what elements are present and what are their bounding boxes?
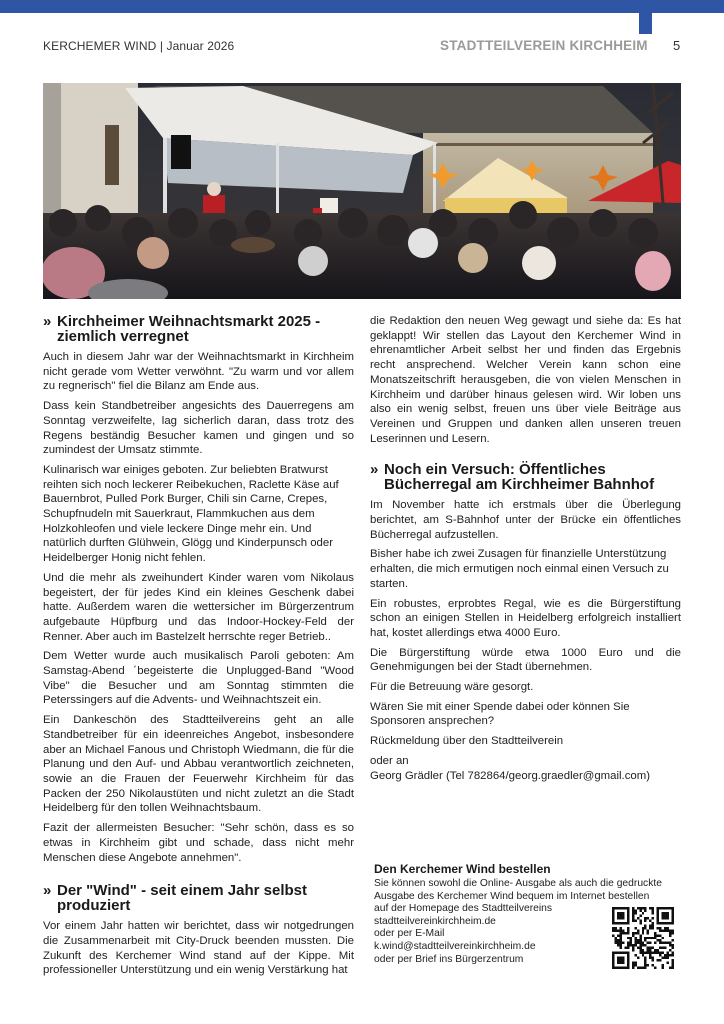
- top-accent-tab: [639, 13, 652, 34]
- order-line: auf der Homepage des Stadtteilvereins: [374, 903, 553, 915]
- raquo-bullet-icon: »: [43, 882, 52, 900]
- paragraph: Auch in diesem Jahr war der Weihnachtsmarkt in Kirchheim nicht gerade vom Wetter verwöhnt. "Zu warm und vor allem zu regnerisch" fiel die Bilanz am Ende aus.: [43, 351, 354, 393]
- article-title: » Kirchheimer Weihnachtsmarkt 2025 - ziemlich verregnet: [43, 313, 321, 345]
- paragraph: Rückmeldung über den Stadtteilverein: [370, 735, 564, 748]
- paragraph: Bisher habe ich zwei Zusagen für finanzielle Unterstützung erhalten, die mich ermutigen noch einmal einen Versuch zu starten.: [370, 548, 669, 590]
- paragraph: Vor einem Jahr hatten wir berichtet, dass wir notgedrungen die Zusammenarbeit mit City-Druck beenden mussten. Die Zukunft des Kerchemer Wind stand auf der Kippe. Mit professioneller Unterstützung und ein wenig Verstärkung hat: [43, 920, 354, 977]
- qr-code-icon[interactable]: [612, 907, 674, 969]
- paragraph: Die Bürgerstiftung würde etwa 1000 Euro und die Genehmigungen bei der Stadt übernehmen.: [370, 646, 681, 674]
- website-link[interactable]: stadtteilvereinkirchheim.de: [374, 915, 496, 927]
- paragraph: Im November hatte ich erstmals über die Überlegung berichtet, am S-Bahnhof unter der Brücke ein öffentliches Bücherregal aufzustellen.: [370, 499, 681, 541]
- order-line: oder per E-Mail: [374, 928, 445, 940]
- paragraph: Kulinarisch war einiges geboten. Zur beliebten Bratwurst reihten sich noch leckerer Reibekuchen, Raclette Käse auf Bauernbrot, Pulled Pork Burger, Chili sin Carne, Crepes, Schupfnudeln mit Sauerkraut, Flammkuchen aus dem Holzkohleofen und viele leckere Dinge mehr ein. Und natürlich durften Glühwein, Glögg und Kinderpunsch oder Heidelberger Honig nicht fehlen.: [43, 463, 339, 565]
- section-header: STADTTEILVEREIN KIRCHHEIM: [440, 38, 648, 53]
- paragraph: Für die Betreuung wäre gesorgt.: [370, 681, 534, 694]
- paragraph: Ein robustes, erprobtes Regal, wie es die Bürgerstiftung schon an einigen Stellen in Heidelberg erfolgreich installiert hat, kostet allerdings etwa 4000 Euro.: [370, 597, 681, 639]
- weihnachtsmarkt-photo: [43, 83, 681, 299]
- paragraph: Ein Dankeschön des Stadtteilvereins geht an alle Standbetreiber für ein ideenreiches Angebot, insbesondere aber an Michael Fanous und Christoph Wiedmann, die für die Planung und den Auf- und Abbau verantwortlich zeichneten, sowie an die Frauen der Feuerwehr Kirchheim für das Packen der 250 Nikolaustüten und nicht zuletzt an die Stadt Heidelberg für den tollen Weihnachtsbaum.: [43, 714, 354, 815]
- order-info-box: [374, 862, 694, 977]
- order-line: Ausgabe des Kerchemer Wind bequem im Internet bestellen: [374, 890, 650, 902]
- article-buecherregal: [370, 462, 681, 783]
- paragraph: Und die mehr als zweihundert Kinder waren vom Nikolaus begeistert, der für jedes Kind ein kleines Geschenk dabei hatte. Außerdem waren die wettersicher im Bürgerzentrum aufgebaute Hüpfburg und das Indoor-Hockey-Feld der Renner. Aber auch im Bastelzelt herrschte reger Betrieb..: [43, 571, 354, 643]
- contact-line: Georg Grädler (Tel 782864/georg.graedler@gmail.com): [370, 769, 651, 782]
- article-title: » Noch ein Versuch: Öffentliches Bücherregal am Kirchheimer Bahnhof: [370, 461, 655, 494]
- raquo-bullet-icon: »: [370, 461, 379, 479]
- article-weihnachtsmarkt: [43, 314, 354, 865]
- article-title: » Der "Wind" - seit einem Jahr selbst produziert: [43, 882, 307, 915]
- paragraph: Fazit der allermeisten Besucher: "Sehr schön, dass es so etwas in Kirchheim gibt und schade, dass nicht mehr Menschen diese Angebote annehmen".: [43, 822, 354, 864]
- page-number: 5: [673, 38, 681, 53]
- left-column: [43, 314, 354, 978]
- paragraph: Dass kein Standbetreiber angesichts des Dauerregens am Sonntag verzweifelte, lag sicherlich daran, dass trotz des Regens beständig Besucher kamen und gingen und so zumindest der Umsatz stimmte.: [43, 400, 354, 457]
- article-wind-selbst-produziert: [43, 883, 354, 978]
- order-box-title: Den Kerchemer Wind bestellen: [374, 862, 551, 876]
- publication-header: KERCHEMER WIND | Januar 2026: [43, 39, 235, 53]
- order-line: Sie können sowohl die Online- Ausgabe als auch die gedruckte: [374, 878, 662, 889]
- order-line: oder per Brief ins Bürgerzentrum: [374, 953, 524, 965]
- paragraph: Dem Wetter wurde auch musikalisch Paroli geboten: Am Samstag-Abend ´begeisterte die Unplugged-Band "Wood Vibe" die Besucher und am Sonntag stimmten die Peterssingers auf die Advents- und Weihnachtszeit ein.: [43, 650, 354, 707]
- paragraph: Wären Sie mit einer Spende dabei oder können Sie Sponsoren ansprechen?: [370, 700, 630, 728]
- raquo-bullet-icon: »: [43, 313, 52, 330]
- top-accent-bar: [0, 0, 724, 13]
- right-column: [370, 314, 681, 788]
- paragraph: oder an: [370, 754, 409, 767]
- paragraph-continued: die Redaktion den neuen Weg gewagt und siehe da: Es hat geklappt! Wir stellen das Layout den Kerchemer Wind in ehrenamtlicher Arbeit selbst her und finden das Ergebnis recht ansprechend. Welcher Verein kann schon eine Monatszeitschrift herausgeben, die von vielen Menschen in Kirchheim und darüber hinaus gelesen wird. Wir loben uns also ein wenig selbst, freuen uns über viele Beiträge aus Vereinen und Gruppen und danken allen unseren treuen Leserinnen und Lesern.: [370, 315, 681, 445]
- email-link[interactable]: k.wind@stadtteilvereinkirchheim.de: [374, 940, 536, 952]
